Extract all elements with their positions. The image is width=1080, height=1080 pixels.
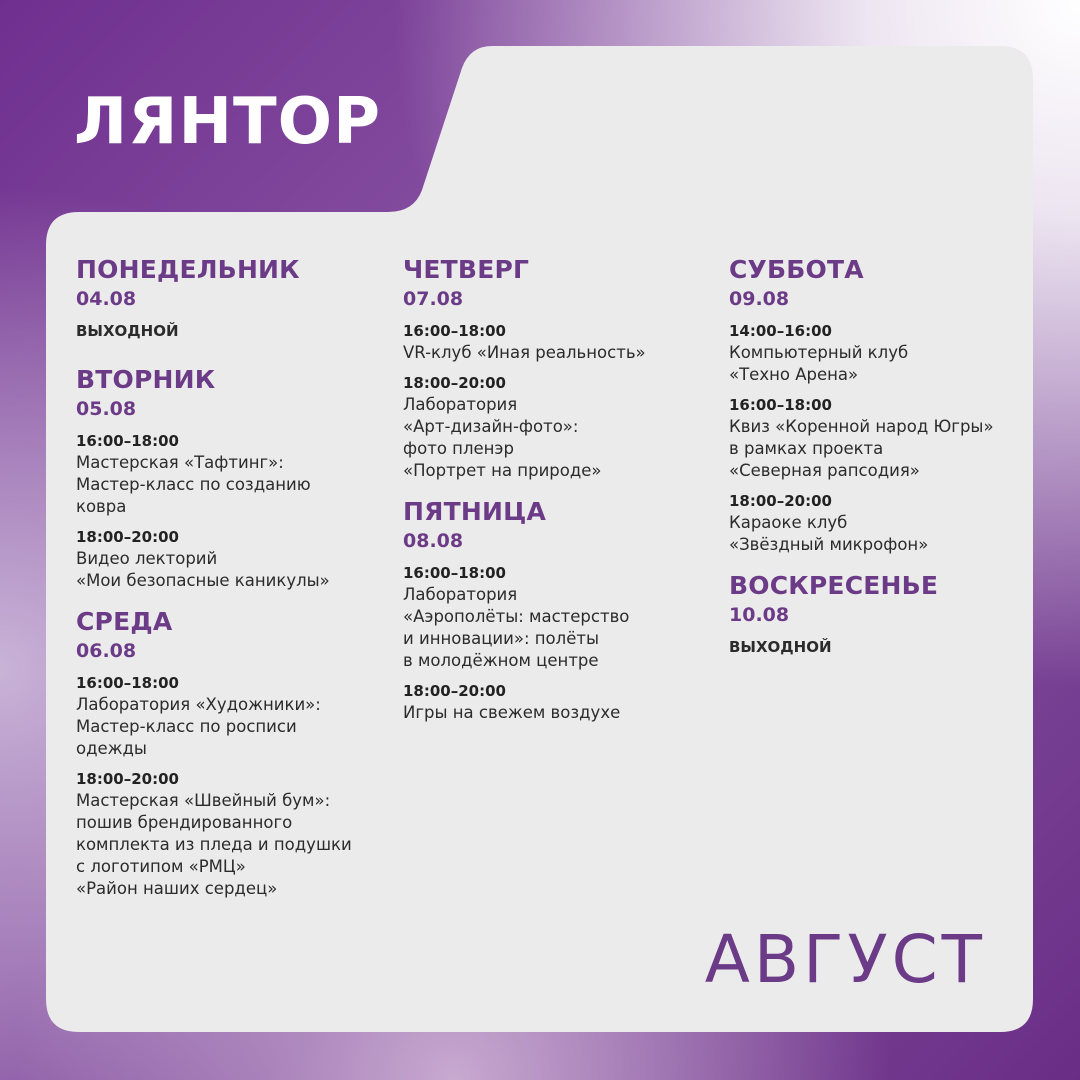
event-text: Видео лекторий [76, 549, 218, 568]
day-block [403, 496, 703, 724]
event-time: 16:00–18:00 [76, 432, 179, 450]
event-time: 18:00–20:00 [76, 770, 179, 788]
event-text: в молодёжном центре [403, 651, 599, 670]
event-text: «Техно Арена» [729, 365, 859, 384]
event-text: ковра [76, 497, 127, 516]
day-block [729, 570, 1029, 658]
event-text: Компьютерный клуб [729, 343, 909, 362]
event-time: 14:00–16:00 [729, 322, 832, 340]
day-off-label: ВЫХОДНОЙ [76, 322, 179, 340]
day-date: 08.08 [403, 530, 464, 552]
day-block [76, 606, 376, 900]
event-text: Мастерская «Швейный бум»: [76, 791, 331, 810]
event-text: «Звёздный микрофон» [729, 535, 929, 554]
event-item [403, 562, 703, 672]
event-text: «Район наших сердец» [76, 879, 278, 898]
day-date: 10.08 [729, 604, 790, 626]
event-text: Лаборатория [403, 585, 518, 604]
event-time: 18:00–20:00 [76, 528, 179, 546]
event-text: Игры на свежем воздухе [403, 703, 621, 722]
day-date: 06.08 [76, 640, 137, 662]
day-date: 09.08 [729, 288, 790, 310]
event-time: 18:00–20:00 [729, 492, 832, 510]
event-text: Караоке клуб [729, 513, 848, 532]
event-text: Мастерская «Тафтинг»: [76, 453, 284, 472]
day-name: СУББОТА [729, 255, 864, 284]
event-text: фото пленэр [403, 439, 514, 458]
day-name: ВОСКРЕСЕНЬЕ [729, 571, 939, 600]
day-name: ЧЕТВЕРГ [403, 255, 530, 284]
event-item [76, 526, 376, 592]
day-block [729, 254, 1029, 556]
event-item [729, 490, 1029, 556]
day-block [76, 254, 376, 342]
event-text: в рамках проекта [729, 439, 884, 458]
event-item [76, 430, 376, 518]
city-title: ЛЯНТОР [74, 85, 381, 159]
event-text: Квиз «Коренной народ Югры» [729, 417, 994, 436]
event-text: «Аэрополёты: мастерство [403, 607, 630, 626]
event-text: «Арт-дизайн-фото»: [403, 417, 579, 436]
event-text: Мастер-класс по созданию [76, 475, 311, 494]
event-text: Мастер-класс по росписи [76, 717, 297, 736]
event-text: пошив брендированного [76, 813, 293, 832]
day-name: ПОНЕДЕЛЬНИК [76, 255, 300, 284]
event-text: одежды [76, 739, 147, 758]
day-date: 07.08 [403, 288, 464, 310]
event-text: «Мои безопасные каникулы» [76, 571, 330, 590]
day-block [403, 254, 703, 482]
day-name: ПЯТНИЦА [403, 497, 547, 526]
day-name: СРЕДА [76, 607, 173, 636]
event-item [403, 372, 703, 482]
event-text: и инновации»: полёты [403, 629, 599, 648]
event-time: 16:00–18:00 [403, 564, 506, 582]
event-text: комплекта из пледа и подушки [76, 835, 352, 854]
event-text: «Северная рапсодия» [729, 461, 920, 480]
event-item [76, 672, 376, 760]
event-text: Лаборатория «Художники»: [76, 695, 321, 714]
event-item [403, 680, 703, 724]
day-block [76, 364, 376, 592]
event-time: 18:00–20:00 [403, 374, 506, 392]
event-text: VR-клуб «Иная реальность» [403, 343, 646, 362]
event-text: «Портрет на природе» [403, 461, 602, 480]
event-item [729, 394, 1029, 482]
day-name: ВТОРНИК [76, 365, 216, 394]
schedule-column-2 [403, 254, 703, 738]
day-off-label: ВЫХОДНОЙ [729, 638, 832, 656]
schedule-column-3 [729, 254, 1029, 680]
event-time: 18:00–20:00 [403, 682, 506, 700]
event-item [729, 320, 1029, 386]
event-time: 16:00–18:00 [403, 322, 506, 340]
event-time: 16:00–18:00 [729, 396, 832, 414]
day-date: 04.08 [76, 288, 137, 310]
event-text: с логотипом «РМЦ» [76, 857, 246, 876]
event-time: 16:00–18:00 [76, 674, 179, 692]
schedule-column-1 [76, 254, 376, 914]
month-label: АВГУСТ [704, 921, 986, 998]
event-item [76, 768, 376, 900]
event-text: Лаборатория [403, 395, 518, 414]
event-item [403, 320, 703, 364]
day-date: 05.08 [76, 398, 137, 420]
